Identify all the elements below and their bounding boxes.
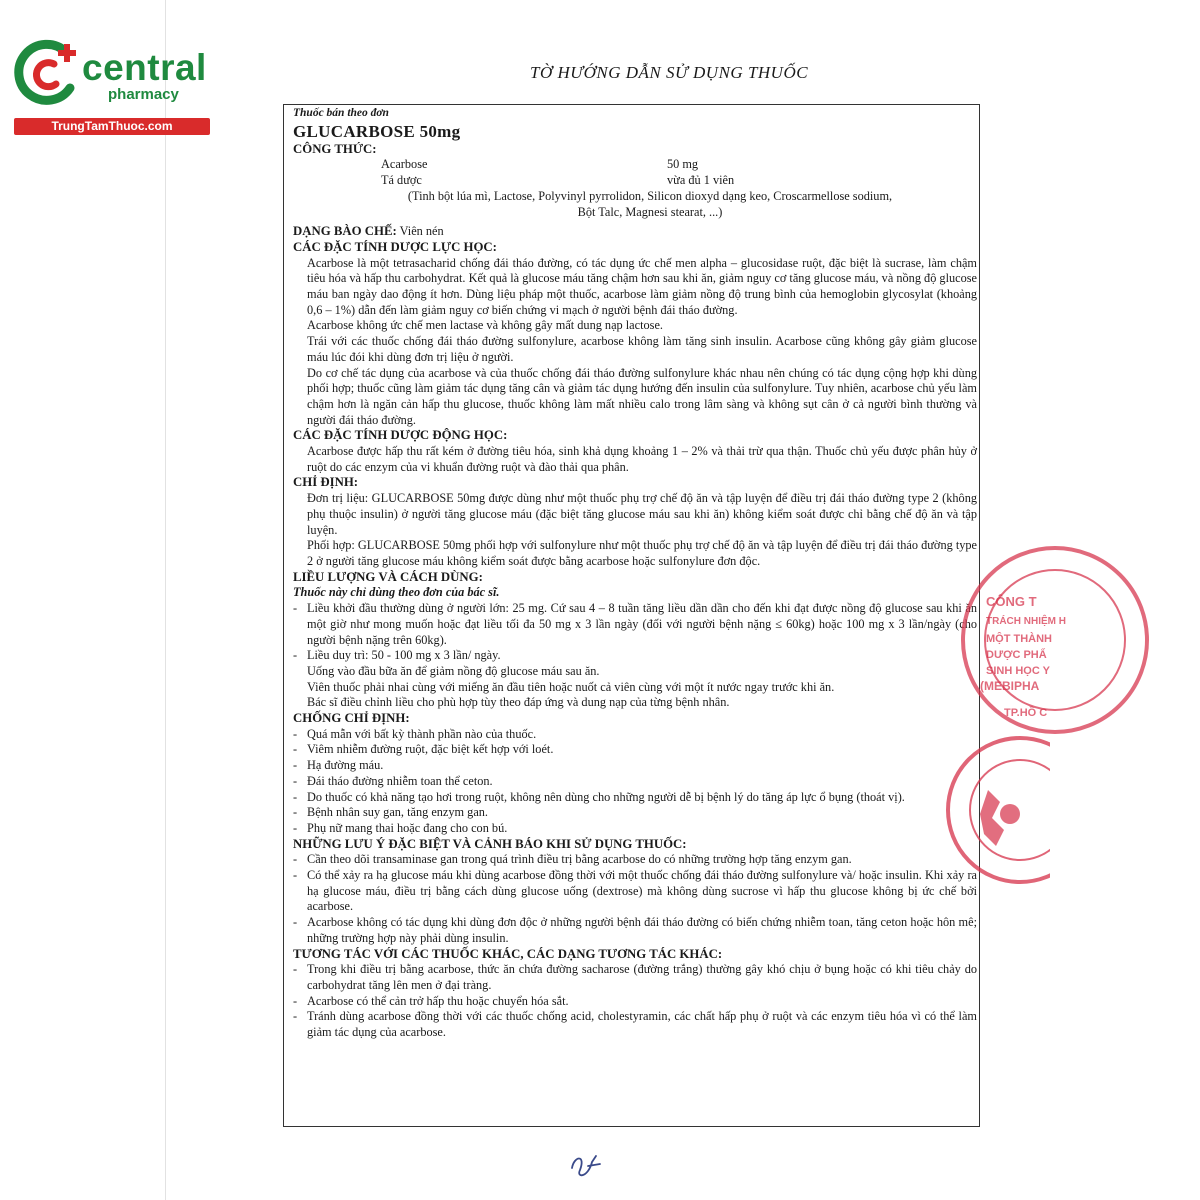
list-item: - Hạ đường máu. (293, 758, 977, 774)
list-item: - Liều duy trì: 50 - 100 mg x 3 lần/ ngày. (293, 648, 977, 664)
pharmacodynamics-paragraph: Acarbose không ức chế men lactase và không gây mất dung nạp lactose. (307, 318, 663, 333)
dosage-form (293, 224, 977, 240)
svg-text:CÔNG T: CÔNG T (986, 594, 1037, 609)
dosage-bullet: Liều duy trì: 50 - 100 mg x 3 lần/ ngày. (307, 648, 501, 663)
svg-text:SINH HỌC Y: SINH HỌC Y (986, 665, 1050, 677)
warning-item: Acarbose không có tác dụng khi dùng đơn độc ở những người bệnh đái tháo đường có biến chứng nhiễm toan, tăng ceton hoặc hôn mê; những trường hợp này phải dùng insulin. (307, 915, 977, 945)
pharmacodynamics-paragraph: Do cơ chế tác dụng của acarbose và của thuốc chống đái tháo đường sulfonylure khác nhau nên chúng có tác dụng cộng hợp khi dùng phối hợp; thuốc cũng làm giảm tác dụng tăng cân và giảm tác dụng hướng đến insulin của sulfonylure. Tuy nhiên, acarbose chủ yếu làm chậm hơn là ngăn cản hấp thu glucose, thuốc không làm mất nhiều calo trong lâm sàng và không sụt cân ở cả người bình thường và người đái tháo đường. (307, 365, 977, 427)
dosage-line: Viên thuốc phải nhai cùng với miếng ăn đầu tiên hoặc nuốt cả viên cùng với một ít nước ngay trước khi ăn. (307, 679, 835, 694)
pharmacokinetics-paragraph: Acarbose được hấp thu rất kém ở đường tiêu hóa, sinh khả dụng khoảng 1 – 2% và thải trừ qua thận. Thuốc chủ yếu được phân hủy ở ruột do các enzym của vi khuẩn đường ruột và đào thải qua phân. (307, 444, 977, 474)
contraindication-item: Phụ nữ mang thai hoặc đang cho con bú. (307, 820, 508, 835)
svg-text:DƯỢC PHẨ: DƯỢC PHẨ (986, 649, 1047, 661)
document-title: TỜ HƯỚNG DẪN SỬ DỤNG THUỐC (530, 63, 809, 82)
svg-text:MỘT THÀNH: MỘT THÀNH (986, 633, 1052, 645)
contraindication-item: Viêm nhiễm đường ruột, đặc biệt kết hợp với loét. (307, 742, 554, 757)
central-pharmacy-logo[interactable] (10, 38, 215, 138)
svg-text:TP.HỒ C: TP.HỒ C (1004, 707, 1048, 719)
list-item: - Có thể xảy ra hạ glucose máu khi dùng acarbose đồng thời với một thuốc chống đái tháo đường sulfonylure và/ hoặc insulin. Khi xảy ra hạ glucose máu, điều trị bằng cách dùng glucose uống (dextrose) mà không dùng sucrose vì hấp thu glucose không bị ức chế bởi acarbose. (293, 868, 977, 914)
dosage-bullet: Liều khởi đầu thường dùng ở người lớn: 25 mg. Cứ sau 4 – 8 tuần tăng liều dần dần cho đến khi đạt được nồng độ glucose sau khi ăn một giờ như mong muốn hoặc đạt liều tối đa 50 mg x 3 lần ngày (đối với người bệnh nặng ≤ 60kg) hoặc 100 mg x 3 lần/ngày (cho người bệnh nặng trên 60kg). (307, 601, 977, 647)
company-stamp-icon (940, 540, 1200, 740)
logo-name: central (82, 47, 207, 88)
list-item: - Phụ nữ mang thai hoặc đang cho con bú. (293, 821, 977, 837)
ingredient-amount: 50 mg (667, 157, 699, 172)
list-item: - Acarbose không có tác dụng khi dùng đơn độc ở những người bệnh đái tháo đường có biến chứng nhiễm toan, tăng ceton hoặc hôn mê; những trường hợp này phải dùng insulin. (293, 915, 977, 945)
excipients-line-1: (Tinh bột lúa mì, Lactose, Polyvinyl pyrrolidon, Silicon dioxyd dạng keo, Croscarmellose sodium, (407, 188, 893, 203)
svg-text:TRÁCH NHIỆM H: TRÁCH NHIỆM H (986, 616, 1066, 627)
contraindication-item: Do thuốc có khả năng tạo hơi trong ruột, không nên dùng cho những người dễ bị bệnh lý do tăng áp lực ổ bụng (thoát vị). (307, 789, 905, 804)
dosage-heading: LIỀU LƯỢNG VÀ CÁCH DÙNG: (293, 569, 483, 584)
interaction-item: Acarbose có thể cản trở hấp thu hoặc chuyển hóa sắt. (307, 993, 569, 1008)
list-item: - Do thuốc có khả năng tạo hơi trong ruột, không nên dùng cho những người dễ bị bệnh lý do tăng áp lực ổ bụng (thoát vị). (293, 790, 977, 806)
svg-text:(MEBIPHA: (MEBIPHA (980, 679, 1040, 693)
leaflet-content (293, 106, 977, 1041)
dosage-form-value: Viên nén (396, 224, 444, 239)
list-item: - Acarbose có thể cản trở hấp thu hoặc chuyển hóa sắt. (293, 994, 977, 1010)
composition-heading: CÔNG THỨC: (293, 141, 377, 156)
list-item: - Bệnh nhân suy gan, tăng enzym gan. (293, 805, 977, 821)
dosage-note: Thuốc này chỉ dùng theo đơn của bác sĩ. (293, 585, 500, 600)
dosage-form-heading: DẠNG BÀO CHẾ: (293, 224, 397, 239)
list-item: - Đái tháo đường nhiễm toan thể ceton. (293, 774, 977, 790)
pharmacodynamics-paragraph: Trái với các thuốc chống đái tháo đường sulfonylure, acarbose không làm tăng sinh insulin. Acarbose cũng không gây giảm glucose máu lúc đói khi dùng đơn trị liệu ở người. (307, 334, 977, 364)
pharmacy-cross-icon (10, 38, 82, 110)
signature-mark-icon (566, 1148, 606, 1188)
contraindication-item: Hạ đường máu. (307, 758, 384, 773)
warnings-heading: NHỮNG LƯU Ý ĐẶC BIỆT VÀ CẢNH BÁO KHI SỬ DỤNG THUỐC: (293, 836, 687, 851)
warning-item: Cần theo dõi transaminase gan trong quá trình điều trị bằng acarbose do có những trường hợp tăng enzym gan. (307, 852, 852, 867)
contraindication-item: Quá mẫn với bất kỳ thành phần nào của thuốc. (307, 726, 537, 741)
list-item: - Liều khởi đầu thường dùng ở người lớn: 25 mg. Cứ sau 4 – 8 tuần tăng liều dần dần cho đến khi đạt được nồng độ glucose sau khi ăn một giờ như mong muốn hoặc đạt liều tối đa 50 mg x 3 lần ngày (đối với người bệnh nặng ≤ 60kg) hoặc 100 mg x 3 lần/ngày (cho người bệnh nặng trên 60kg). (293, 601, 977, 647)
excipients-line-2: Bột Talc, Magnesi stearat, ...) (577, 204, 723, 219)
logo-subtitle: pharmacy (108, 86, 179, 103)
interaction-item: Tránh dùng acarbose đồng thời với các thuốc chống acid, cholestyramin, các chất hấp phụ ở ruột và các enzym tiêu hóa vì có thể làm giảm tác dụng của acarbose. (307, 1009, 977, 1040)
interaction-item: Trong khi điều trị bằng acarbose, thức ăn chứa đường sacharose (đường trắng) thường gây khó chịu ở bụng hoặc có khi tiêu chảy do carbohydrat tăng lên men ở đại tràng. (307, 962, 977, 992)
dosage-line: Bác sĩ điều chỉnh liều cho phù hợp tùy theo đáp ứng và dung nạp của từng bệnh nhân. (307, 695, 730, 710)
list-item: - Cần theo dõi transaminase gan trong quá trình điều trị bằng acarbose do có những trường hợp tăng enzym gan. (293, 852, 977, 868)
indications-paragraph: Đơn trị liệu: GLUCARBOSE 50mg được dùng như một thuốc phụ trợ chế độ ăn và tập luyện để điều trị đái tháo đường type 2 (không phụ thuộc insulin) ở người tăng glucose máu (đặc biệt tăng glucose máu sau khi ăn) không kiểm soát được chỉ bằng chế độ ăn và tập luyện. (307, 491, 977, 537)
composition-row (293, 173, 977, 189)
composition-row (293, 157, 977, 173)
dosage-line: Uống vào đầu bữa ăn để giảm nồng độ glucose máu sau ăn. (307, 663, 600, 678)
contraindications-heading: CHỐNG CHỈ ĐỊNH: (293, 711, 410, 726)
pharmacodynamics-paragraph: Acarbose là một tetrasacharid chống đái tháo đường, có tác dụng ức chế men alpha – glucosidase ruột, đặc biệt là sucrase, làm chậm tiêu hóa và hấp thu carbohydrat. Kết quả là glucose máu tăng chậm hơn sau khi ăn, giảm nguy cơ tăng glucose máu, và nồng độ glucose máu ban ngày dao động ít hơn. Dùng liệu pháp một thuốc, acarbose làm giảm nồng độ trung bình của hemoglobin glycosylat (khoảng 0,6 – 1%) dẫn đến làm giảm nguy cơ biến chứng vi mạch ở người bệnh đái tháo đường. (307, 255, 977, 317)
indications-heading: CHỈ ĐỊNH: (293, 475, 359, 490)
warning-item: Có thể xảy ra hạ glucose máu khi dùng acarbose đồng thời với một thuốc chống đái tháo đường sulfonylure và/ hoặc insulin. Khi xảy ra hạ glucose máu, điều trị bằng cách dùng glucose uống (dextrose) mà không dùng sucrose vì hấp thu glucose không bị ức chế bởi acarbose. (307, 868, 977, 914)
list-item: - Tránh dùng acarbose đồng thời với các thuốc chống acid, cholestyramin, các chất hấp phụ ở ruột và các enzym tiêu hóa vì có thể làm giảm tác dụng của acarbose. (293, 1009, 977, 1040)
pharmacokinetics-heading: CÁC ĐẶC TÍNH DƯỢC ĐỘNG HỌC: (293, 428, 508, 443)
list-item: - Quá mẫn với bất kỳ thành phần nào của thuốc. (293, 727, 977, 743)
list-item: - Viêm nhiễm đường ruột, đặc biệt kết hợp với loét. (293, 742, 977, 758)
prescription-note: Thuốc bán theo đơn (293, 107, 389, 119)
list-item: - Trong khi điều trị bằng acarbose, thức ăn chứa đường sacharose (đường trắng) thường gây khó chịu ở bụng hoặc có khi tiêu chảy do carbohydrat tăng lên men ở đại tràng. (293, 962, 977, 992)
interactions-heading: TƯƠNG TÁC VỚI CÁC THUỐC KHÁC, CÁC DẠNG TƯƠNG TÁC KHÁC: (293, 946, 723, 961)
pharmacodynamics-heading: CÁC ĐẶC TÍNH DƯỢC LỰC HỌC: (293, 239, 497, 254)
page-fold-line (165, 0, 166, 1200)
state-seal-icon (940, 730, 1050, 900)
ingredient-name: Tá dược (381, 173, 422, 188)
contraindication-item: Bệnh nhân suy gan, tăng enzym gan. (307, 805, 488, 820)
contraindication-item: Đái tháo đường nhiễm toan thể ceton. (307, 773, 493, 788)
ingredient-amount: vừa đủ 1 viên (667, 173, 735, 188)
ingredient-name: Acarbose (381, 157, 428, 172)
indications-paragraph: Phối hợp: GLUCARBOSE 50mg phối hợp với sulfonylure như một thuốc phụ trợ chế độ ăn và tập luyện để điều trị đái tháo đường type 2 ở người tăng glucose máu không kiểm soát được bằng acarbose hoặc sulfonylure đơn độc. (307, 538, 977, 568)
logo-url[interactable]: TrungTamThuoc.com (14, 118, 210, 135)
drug-name: GLUCARBOSE 50mg (293, 121, 461, 141)
